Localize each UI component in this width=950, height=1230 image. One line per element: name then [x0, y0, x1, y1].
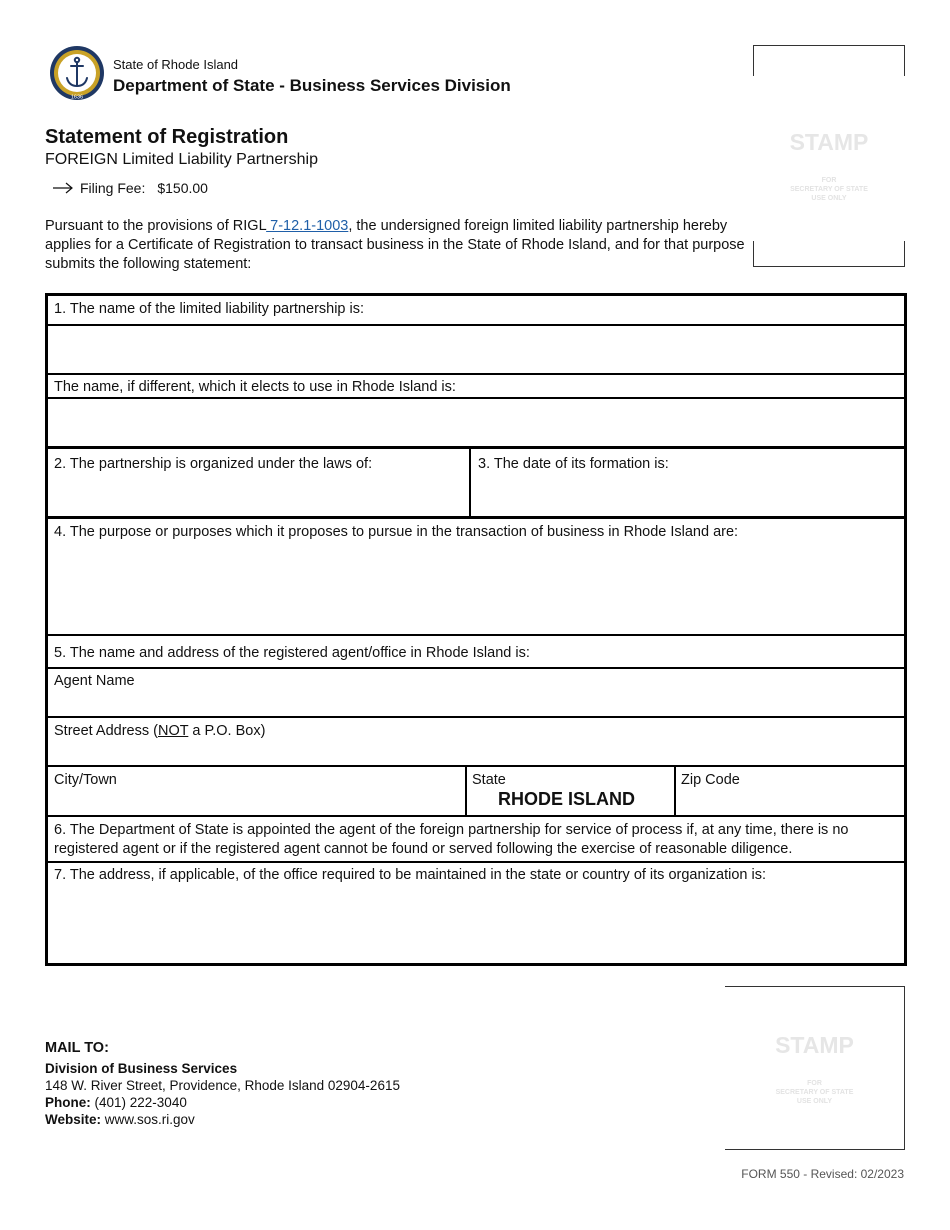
filing-fee: [52, 180, 208, 196]
arrow-right-icon: [52, 182, 74, 194]
stamp-note-2-2: SECRETARY OF STATE: [775, 1089, 854, 1096]
mail-website: Website: www.sos.ri.gov: [45, 1112, 195, 1127]
q3-label: 3. The date of its formation is:: [478, 456, 669, 472]
stamp-note-1: FOR: [821, 177, 837, 184]
page-title: Statement of Registration: [45, 126, 289, 148]
mail-phone: Phone: (401) 222-3040: [45, 1095, 187, 1110]
q7-field[interactable]: [48, 886, 904, 962]
zip-label: Zip Code: [681, 772, 740, 788]
stamp-note-2-3: USE ONLY: [796, 1098, 833, 1105]
mail-division: Division of Business Services: [45, 1061, 238, 1076]
intro-text-after: , the undersigned foreign limited liability partnership hereby applies for a Certificate of Registration to transact business in the State of Rhode Island, and for that purpose submits the following statement:: [45, 218, 745, 272]
stamp-box-bottom: [725, 986, 905, 1149]
street-address-field[interactable]: [48, 718, 904, 765]
q4-field[interactable]: [48, 543, 904, 633]
state-seal-icon: [49, 45, 105, 101]
agent-name-field[interactable]: [48, 669, 904, 716]
state-label: State: [472, 772, 506, 788]
q5-label: 5. The name and address of the registered agent/office in Rhode Island is:: [54, 645, 530, 661]
stamp-note-3: USE ONLY: [811, 195, 847, 202]
q6-text: 6. The Department of State is appointed the agent of the foreign partnership for service of process if, at any time, there is no registered agent or if the registered agent cannot be found or served following the exercise of reasonable diligence.: [54, 822, 849, 857]
q2-label: 2. The partnership is organized under the laws of:: [54, 456, 373, 472]
stamp-note-2: SECRETARY OF STATE: [790, 186, 868, 193]
zip-field[interactable]: [676, 767, 904, 815]
mail-to-heading: MAIL TO:: [45, 1040, 109, 1056]
mail-to-block: [45, 1040, 400, 1128]
q1-label: 1. The name of the limited liability partnership is:: [54, 301, 365, 317]
stamp-box-top: [753, 45, 905, 267]
state-value: RHODE ISLAND: [498, 789, 636, 809]
filing-fee-label: Filing Fee:: [80, 180, 146, 196]
stamp-label: STAMP: [789, 129, 869, 155]
intro-paragraph: [45, 217, 745, 274]
city-field[interactable]: [48, 767, 465, 815]
stamp-label-2: STAMP: [775, 1032, 854, 1058]
seal-year: 1636: [70, 94, 84, 101]
q1b-field[interactable]: [48, 399, 904, 446]
state-name: State of Rhode Island: [113, 57, 239, 72]
page-subtitle: FOREIGN Limited Liability Partnership: [45, 151, 318, 168]
q4-label: 4. The purpose or purposes which it proposes to pursue in the transaction of business in Rhode Island are:: [54, 524, 739, 540]
agent-name-label: Agent Name: [54, 673, 135, 689]
q2-field[interactable]: [48, 449, 469, 516]
q7-label: 7. The address, if applicable, of the office required to be maintained in the state or country of its organization is:: [54, 867, 766, 883]
stamp-note-2-1: FOR: [807, 1080, 822, 1087]
department-name: Department of State - Business Services Division: [113, 76, 511, 95]
q3-field[interactable]: [472, 449, 904, 516]
q1b-label: The name, if different, which it elects to use in Rhode Island is:: [54, 379, 456, 395]
city-label: City/Town: [54, 772, 117, 788]
intro-text-before: Pursuant to the provisions of RIGL: [45, 218, 267, 234]
mail-address: 148 W. River Street, Providence, Rhode Island 02904-2615: [45, 1078, 400, 1093]
filing-fee-value: $150.00: [157, 180, 208, 196]
street-address-label: Street Address (NOT a P.O. Box): [54, 723, 266, 739]
rigl-link[interactable]: 7-12.1-1003: [266, 218, 349, 234]
form-number: FORM 550 - Revised: 02/2023: [741, 1167, 904, 1181]
registration-form: [45, 293, 907, 966]
q1-field[interactable]: [48, 326, 904, 373]
